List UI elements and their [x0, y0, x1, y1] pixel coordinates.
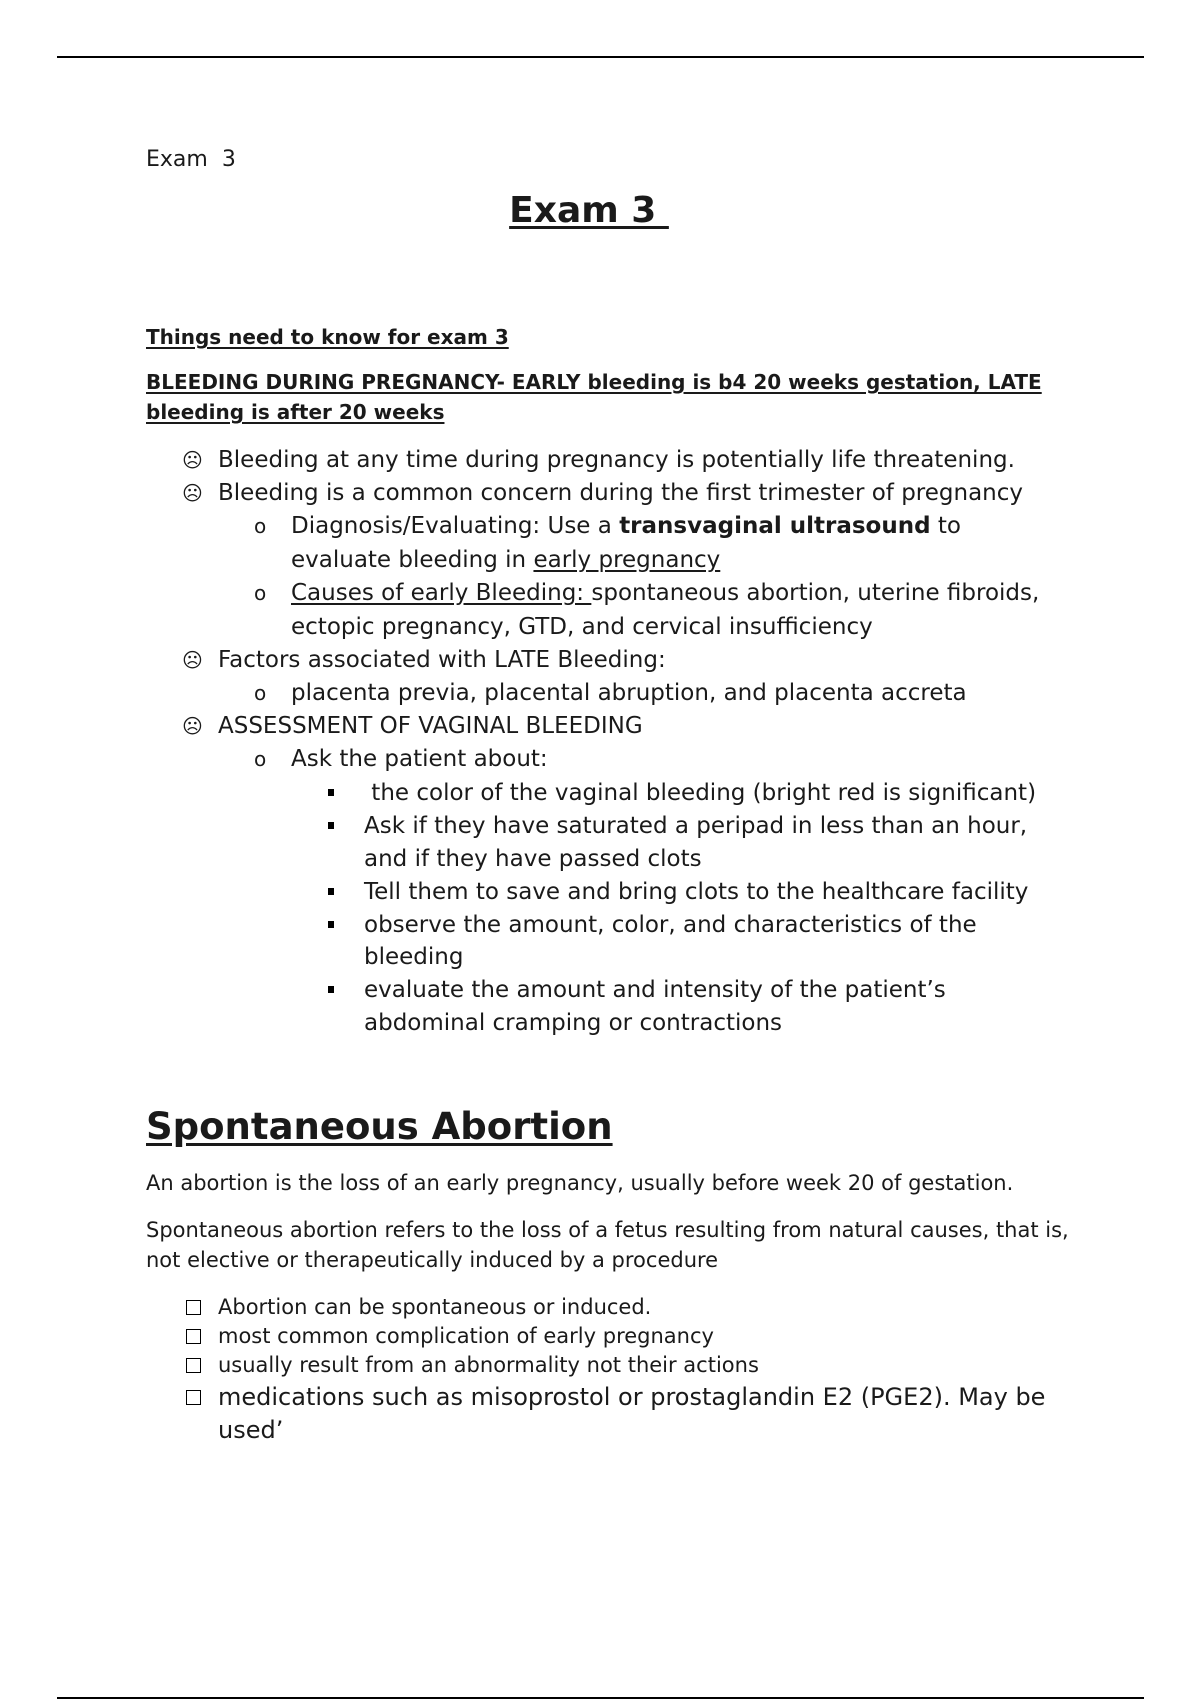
checklist-item-text: Abortion can be spontaneous or induced. [218, 1295, 652, 1319]
emphasis-text: transvaginal ultrasound [619, 513, 931, 539]
list-item-text: Ask if they have saturated a peripad in less than an hour, [364, 813, 1028, 839]
circle-bullet-icon: o [254, 514, 267, 538]
checkbox-icon [186, 1300, 201, 1315]
list-item-continuation [291, 544, 720, 577]
frown-icon: ☹ [182, 648, 203, 672]
list-item [364, 876, 1028, 909]
underlined-text: Causes of early Bleeding: [291, 580, 592, 606]
document-title: Exam 3 [509, 190, 669, 231]
frown-icon: ☹ [182, 481, 203, 505]
list-item [182, 477, 1023, 510]
paragraph: Spontaneous abortion refers to the loss of a fetus resulting from natural causes, that is, not elective or therapeutically induced by a procedure [146, 1218, 1069, 1272]
checkbox-icon [186, 1358, 201, 1373]
list-item-text: placenta previa, placental abruption, and placenta accreta [291, 680, 967, 706]
list-item [254, 677, 967, 710]
list-item-text: Tell them to save and bring clots to the healthcare facility [364, 879, 1029, 905]
list-item-text: evaluate bleeding in [291, 547, 534, 573]
checklist-item-text: usually result from an abnormality not their actions [218, 1353, 759, 1377]
header-rule [57, 56, 1144, 58]
circle-bullet-icon: o [254, 581, 267, 605]
list-item-text: spontaneous abortion, uterine fibroids, [591, 580, 1040, 606]
list-item-text: evaluate the amount and intensity of the patient’s [364, 977, 946, 1003]
subheading: Things need to know for exam 3 [146, 325, 509, 349]
checklist-item-text: medications such as misoprostol or prostaglandin E2 (PGE2). May be [218, 1383, 1046, 1411]
checkbox-icon [186, 1390, 201, 1405]
list-item [364, 909, 977, 942]
list-item-text: Diagnosis/Evaluating: Use a [291, 513, 620, 539]
list-item [364, 810, 1027, 843]
checklist-item-text: most common complication of early pregnancy [218, 1324, 714, 1348]
footer-rule [57, 1697, 1144, 1699]
page-header-label: Exam 3 [146, 147, 236, 172]
list-item [182, 644, 666, 677]
list-item-continuation: and if they have passed clots [364, 846, 702, 872]
frown-icon: ☹ [182, 448, 203, 472]
list-item-text: observe the amount, color, and characteristics of the [364, 912, 977, 938]
list-item-text: Ask the patient about: [291, 746, 548, 772]
checklist-item-continuation: used’ [218, 1416, 284, 1444]
square-bullet-icon [328, 822, 334, 829]
paragraph: An abortion is the loss of an early pregnancy, usually before week 20 of gestation. [146, 1171, 1014, 1195]
list-item-text: the color of the vaginal bleeding (bright red is significant) [364, 780, 1037, 806]
list-item [364, 974, 946, 1007]
list-item-text: Bleeding at any time during pregnancy is potentially life threatening. [218, 447, 1015, 473]
list-item-text: ASSESSMENT OF VAGINAL BLEEDING [218, 713, 643, 739]
list-item [254, 743, 548, 776]
underlined-text: early pregnancy [533, 547, 721, 573]
square-bullet-icon [328, 921, 334, 928]
checklist-item [218, 1322, 714, 1351]
list-item-continuation: ectopic pregnancy, GTD, and cervical insufficiency [291, 614, 873, 640]
list-item-text: Factors associated with LATE Bleeding: [218, 647, 666, 673]
circle-bullet-icon: o [254, 681, 267, 705]
frown-icon: ☹ [182, 714, 203, 738]
list-item [182, 710, 643, 743]
list-item-text: Bleeding is a common concern during the first trimester of pregnancy [218, 480, 1023, 506]
checklist-item [218, 1293, 651, 1322]
square-bullet-icon [328, 986, 334, 993]
list-item-continuation: bleeding [364, 944, 464, 970]
square-bullet-icon [328, 789, 334, 796]
list-item [182, 444, 1015, 477]
list-item-continuation: abdominal cramping or contractions [364, 1010, 782, 1036]
checklist-item [218, 1351, 759, 1380]
list-item [254, 577, 1040, 610]
bleeding-heading: BLEEDING DURING PREGNANCY- EARLY bleeding is b4 20 weeks gestation, LATE bleeding is after 20 weeks [146, 370, 1042, 424]
list-item-text: to [930, 513, 961, 539]
list-item [254, 510, 961, 543]
checkbox-icon [186, 1329, 201, 1344]
circle-bullet-icon: o [254, 747, 267, 771]
section-title: Spontaneous Abortion [146, 1105, 613, 1148]
list-item [364, 777, 1036, 810]
checklist-item [218, 1381, 1045, 1414]
square-bullet-icon [328, 888, 334, 895]
